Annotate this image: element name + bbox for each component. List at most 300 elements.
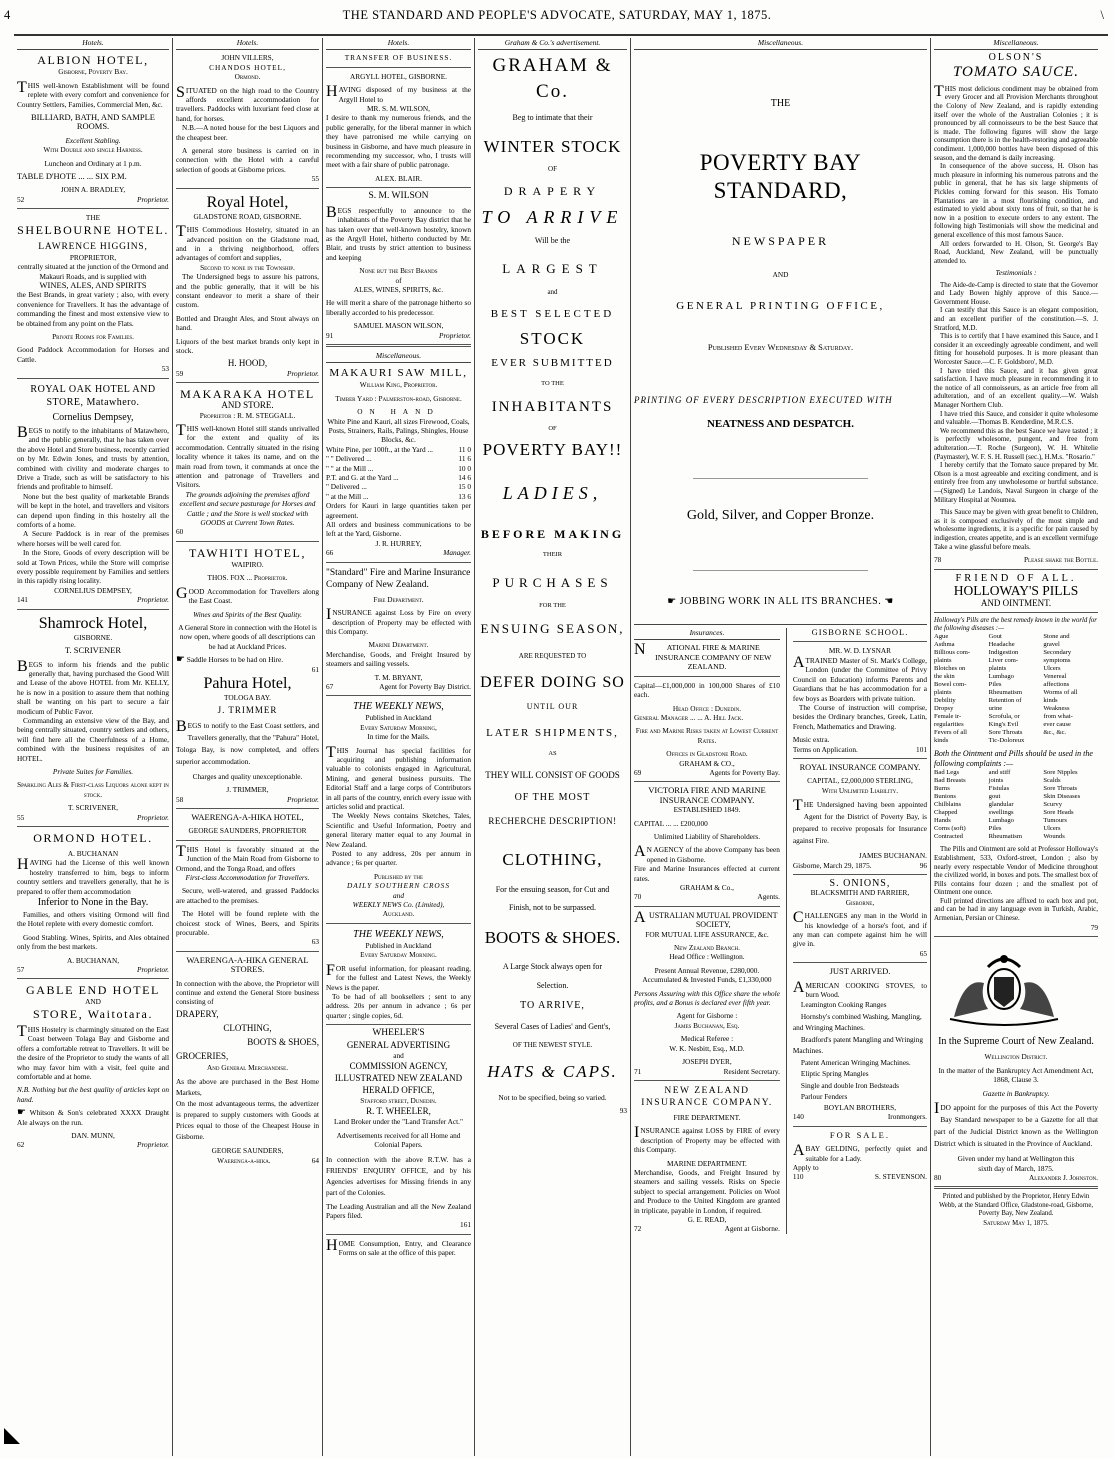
ad-line: NEATNESS AND DESPATCH. [706,417,854,430]
ad-role: Ironmongers. [887,1112,927,1122]
ad-line: Apply to [792,1162,819,1172]
graham-line: OF THE MOST [514,792,591,804]
diseases-table [934,633,1098,745]
ad-body: The Weekly News contains Sketches, Tales, Scientific and Useful Information, Poetry and general literary matter equal to any Journal in New Zealand. [326,811,471,849]
ad-line: Private Rooms for Families. [52,331,134,341]
ad-subtitle: STORE, Waitotara. [32,1006,154,1021]
ad-line: MARINE DEPARTMENT. [667,1158,747,1168]
ad-body: A Secure Paddock is in rear of the premises where horses will be well cared for. [17,529,169,548]
ad-place: Waerenga-a-hika. [217,1155,271,1165]
ad-line: and [393,1050,404,1060]
graham-line: Several Cases of Ladies' and Gent's, [494,1022,611,1032]
graham-line: CLOTHING, [502,850,603,870]
ad-signature: S. STEVENSON. [874,1172,927,1182]
ad-line: Published by the [373,871,424,881]
testimonials-list [934,281,1098,504]
table-cell: Sore Nipples [1043,769,1078,777]
graham-line: BEST SELECTED [490,308,615,321]
table-cell: and stiff [988,769,1011,777]
table-cell: Piles [988,825,1002,833]
graham-line: For the ensuing season, for Cut and [495,885,610,895]
ad-line: TABLE D'HOTE ... ... SIX P.M. [17,171,127,182]
ad-line: Gold, Silver, and Copper Bronze. [686,508,875,524]
ad-body: The grounds adjoining the premises afford excellent and secure pasturage for Horses and Cattle ; and the Store is well stocked with GOODS at Current Town Rates. [179,489,316,528]
table-cell: Sore Throats [988,729,1023,737]
price-row [326,473,471,482]
table-cell: Fevers of all [934,729,967,737]
testimonial: I have tried this Sauce, and it has given great satisfaction. I have much pleasure in recommending it to the notice of all connoisseurs, as an article free from all adulteration, and of an excellent quality.—W. Walsh Manager Northern Club. [934,366,1098,409]
ad-signature: DAN. MUNN, [71,1130,115,1140]
graham-line: HATS & CAPS. [487,1062,618,1082]
ad-line: New Zealand Branch. [674,943,740,953]
ad-number: 60 [176,527,184,537]
ad-name: Cornelius Dempsey, [52,411,134,423]
ad-body: Good Stabling. Wines, Spirits, and Ales obtained only from the best markets. [17,932,169,952]
ad-line: With Double and single Harness. [43,145,143,155]
ad-line: Terms on Application. [792,744,858,754]
insurance-subcolumn [634,628,780,1234]
ad-name: LAWRENCE HIGGINS, [38,241,148,252]
table-cell: plaints [934,689,952,697]
ad-line: THE [85,213,101,223]
price-row [326,445,471,454]
page-number: 4 [4,8,11,22]
ad-line: WINES, ALES, AND SPIRITS [39,279,147,290]
testimonial: I have tried this Sauce, and consider it quite wholesome and valuable.—Thomas B. Kenderdine, M.R.C.S. [934,409,1098,427]
ad-name: A. BUCHANAN [67,849,119,858]
table-cell: Ague [934,633,949,641]
ad-title: GABLE END HOTEL [26,983,160,998]
ad-line: Marine Department. [368,640,429,650]
ad-body: The Course of instruction will comprise, besides the Ordinary branches, Greek, Latin, French, Mathematics and Drawing. [792,702,927,731]
testimonial: I hereby certify that the Tomato sauce prepared by Mr. Olson is a most agreeable and exciting condiment, and is entirely free from any unwholesome or hurtful substance.—(Signed) Le Landois, Naval Surgeon in charge of the Military Hospital at Noumea. [934,461,1098,504]
ad-title: THE WEEKLY NEWS, [353,701,444,713]
graham-line: and [547,288,558,297]
ad-body: Land Broker under the "Land Transfer Act." [334,1117,463,1127]
ad-line: THE [770,98,791,110]
ad-body: The Hotel will be found replete with the choicest stock of Wines, Beers, and Spirits procurable. [176,909,319,938]
ad-number: 62 [17,1140,25,1150]
ad-number: 67 [326,681,334,691]
pointing-hand-icon: ☛ [17,1107,26,1119]
ad-signature: GEORGE SAUNDERS, [211,1146,284,1156]
section-heading: Hotels. [17,38,169,50]
ad-body: BEGS to inform his friends and the public generally that, having purchased the Good Will and Lease of the above HOTEL from Mr. KELLY, he is now in a position to assure them that nothing shall be wanting on his part to secure a fair modicum of Public Favor. [17,657,169,716]
ad-subtitle: William King, Proprietor. [359,380,438,390]
ad-subtitle: Gisborne, Poverty Bay. [58,67,128,77]
ad-number: 79 [1090,922,1098,932]
ad-title: MAKARAKA HOTEL [180,387,315,402]
ad-role: Proprietor. [287,368,319,378]
ad-signature: SAMUEL MASON WILSON, [353,321,444,331]
ad-title: THE WEEKLY NEWS, [353,928,444,940]
ad-line: FIRE DEPARTMENT. [673,1112,741,1122]
ad-number: 69 [634,767,642,777]
ad-signature: JOSEPH DYER, [682,1057,732,1067]
ad-line: ALES, WINES, SPIRITS, &c. [353,284,444,294]
ad-line: WEEKLY NEWS Co. (Limited), [352,900,445,910]
ad-body: In the matter of the Bankruptcy Act Amendment Act, 1868, Clause 3. [938,1065,1094,1085]
graham-line: OF [548,425,557,433]
section-heading: Miscellaneous. [634,38,927,50]
ad-signature: T. M. BRYANT, [374,672,423,682]
ad-signature: T. SCRIVENER, [68,803,118,813]
graham-line: INHABITANTS [491,399,614,416]
graham-line: BOOTS & SHOES. [484,928,621,948]
price-item: P.T. and G. at the Yard ... [326,473,399,483]
ad-line: and [393,890,404,900]
ad-body: centrally situated at the junction of the Ormond and Makauri Roads, and is supplied with [17,262,169,281]
ad-number: 96 [919,860,927,870]
ad-body: Fire and Marine Insurances effected at current rates. [634,864,780,883]
ad-signature: ALEX. BLAIR. [375,173,422,183]
ad-line: In time for the Mails. [367,732,430,742]
ad-body: ATRAINED Master of St. Mark's College, London (under the Committee of Privy Council on Education) informs Parents and Guardians that he has accommodation for a few boys as Boarders with private tuition. [792,653,927,703]
graham-line: Beg to intimate that their [512,113,593,123]
ad-body: A General Store in connection with the Hotel is now open, where goods of all descriptions can be had at Auckland Prices. [178,622,317,651]
table-cell: Chilblains [934,801,962,809]
ad-body: This Sauce may be given with great benefit to Children, as it is composed exclusively of the most simple and wholesome ingredients, it is a specific for pain caused by indigestion, creates appetite, and is an excellent vermifuge Take a wine glassful before meals. [934,508,1098,551]
table-cell: Retention of [988,697,1022,705]
graham-line: Selection. [536,981,569,991]
ad-role: Agent for Poverty Bay District. [379,681,471,691]
testimonial: I can testify that this Sauce is an elegant composition, and an excellent purifier of the constitution.—S. J. Stratford, M.D. [934,306,1098,332]
ad-subtitle: BLACKSMITH AND FARRIER, [810,888,910,898]
ad-body: To be had of all booksellers ; sent to any address. 20s per annum in advance ; 6s per quarter ; single copies, 6d. [326,991,471,1020]
graham-line: DRAPERY [503,184,602,199]
ad-number: 110 [792,1172,804,1182]
graham-line: OF [548,165,557,174]
ad-line: GROCERIES, [176,1050,229,1061]
ad-line: Testimonials : [995,268,1037,278]
ad-body: All orders forwarded to H. Olson, St. George's Bay Road, Auckland, New Zealand, will be punctually attended to. [934,239,1098,265]
ad-body: THIS Commodious Hostelry, situated in an advanced position on the Gladstone road, and in a thriving neighborhood, offers advantages of comfort and supplies, [176,223,319,263]
ad-signature: JOHN A. BRADLEY, [60,185,126,195]
table-cell: Rheumatism [988,833,1022,841]
ad-line: Fire and Marine Risks taken at Lowest Current Rates. [635,726,779,745]
table-cell: Billious com- [934,649,971,657]
ad-body: IDO appoint for the purposes of this Act the Poverty Bay Standard newspaper to be a Gazette for all that part of the Judicial District known as the Wellington District which is situated in the Province of Auckland. [934,1100,1098,1149]
graham-line: RECHERCHE DESCRIPTION! [488,816,617,827]
table-cell: Lumbago [988,673,1014,681]
graham-line: LADIES, [502,483,603,504]
table-cell: Scrofula, or [988,713,1020,721]
table-cell: Female ir- [934,713,962,721]
section-heading: Miscellaneous. [934,38,1098,50]
ad-number: 78 [934,555,942,565]
ad-body: BEGS to notify to the East Coast settlers, and Travellers generally, that the "Pahura" Hotel, Tologa Bay, is now completed, and offers superior accommodation. [176,717,319,766]
ad-line: GENERAL ADVERTISING [346,1039,451,1050]
complaints-table [934,769,1098,841]
table-cell: kinds [934,737,949,745]
ad-body: Bottled and Draught Ales, and Stout always on hand. [176,313,319,333]
table-cell: Scurvy [1043,801,1063,809]
ad-body: Secure, well-watered, and grassed Paddocks are attached to the premises. [176,886,319,905]
ad-body: On the most advantageous terms, the advertizer is prepared to supply customers with Goods at Prices equal to those of the Cheapest House in Gisborne. [176,1099,319,1142]
ad-body: THIS Hostelry is charmingly situated on the East Coast between Tolaga Bay and Gisborne and offers a comfortable retreat to Travellers. It will be the desire of the Proprietor to study the wants of all who may favor him with a visit, feel quite and comfortable and at home. [17,1022,169,1081]
ad-line: Excellent Stabling. [65,135,121,145]
ad-line: BILLIARD, BATH, AND SAMPLE ROOMS. [31,112,155,132]
ad-title: ALBION HOTEL, [37,53,149,68]
header-rule [14,34,1108,36]
price-value: 11 0 [458,444,471,454]
ad-body: N.B. Nothing but the best quality of articles kept on hand. [17,1085,169,1104]
imprint: Printed and published by the Proprietor, Henry Edwin Webb, at the Standard Office, Gladstone-road, Gisborne, Poverty Bay, New Zealand. [938,1193,1094,1218]
table-cell: Fistulas [988,785,1010,793]
ad-body: Merchandise, Goods, and Freight Insured by steamers and sailing vessels. [326,649,471,669]
ad-body: INSURANCE against LOSS by FIRE of every description of Property may be effected with this Company. [634,1124,780,1155]
ad-signature: GRAHAM & Co., [680,883,734,892]
table-cell: Dropsy [934,705,954,713]
graham-line: UNTIL OUR [526,702,579,712]
table-cell: Gout [988,633,1002,641]
margin-mark: \ [1100,8,1104,22]
table-cell: Asthma [934,641,955,649]
ad-line: General Manager ... ... A. Hill Jack. [634,712,744,722]
ad-subtitle: AND OINTMENT. [980,597,1052,608]
ad-body: HOME Consumption, Entry, and Clearance Forms on sale at the office of this paper. [326,1236,471,1258]
ad-number: 80 [934,1172,942,1182]
table-cell: Corns (soft) [934,825,966,833]
ad-line: Proprietor : R. M. STEGGALL. [199,410,296,420]
ad-line: Published in Auckland [365,713,432,723]
goods-item: Hornsby's combined Washing, Mangling, and Wringing Machines. [792,1011,922,1033]
ad-title: In the Supreme Court of New Zealand. [938,1036,1094,1048]
ad-title: POVERTY BAY STANDARD, [699,149,862,203]
table-cell: Skin Diseases [1043,793,1081,801]
price-row [326,482,471,491]
price-value: 13 6 [458,491,471,501]
ad-number: 53 [161,364,169,374]
ad-line: First-class Accommodation for Travellers. [185,873,310,882]
graham-line: A Large Stock always open for [502,962,603,972]
ad-line: PROPRIETOR, [69,252,117,262]
ad-line: AND [85,997,101,1007]
ad-number: 91 [326,330,334,340]
ad-subtitle: AND STORE. [221,400,274,411]
section-heading: Hotels. [176,38,319,50]
ad-body: In connection with the above R.T.W. has a FRIENDS' ENQUIRY OFFICE, and by his Agencies advertises for Missing friends in any part of the Colonies. [326,1154,471,1197]
table-cell: affections [1043,681,1070,689]
ad-body: The Undersigned begs to assure his patrons, and the public generally, that it will be his constant endeavor to merit a share of their custom. [176,272,319,310]
graham-line: EVER SUBMITTED [491,357,614,370]
graham-line: TO THE [541,380,564,388]
ad-title: S. ONIONS, [829,877,891,889]
graham-advert-lines [478,53,627,1105]
ad-signature: J. R. HURREY, [375,538,422,548]
ad-body: As the above are purchased in the Best Home Markets, [176,1077,319,1098]
ad-line-text: Saddle Horses to be had on Hire. [186,655,284,665]
ad-name: T. SCRIVENER [64,645,122,656]
ad-subtitle: TOMATO SAUCE. [952,63,1080,80]
two-column-area [634,624,927,1234]
page-corner-mark [4,1428,20,1444]
price-item: " " Delivered ... [326,454,372,464]
ad-body: Charges and quality unexceptionable. [192,771,303,781]
table-cell: Venereal [1043,673,1067,681]
goods-item: Eliptic Spring Mangles [800,1069,869,1079]
ad-number: 55 [17,812,25,822]
pointing-hand-icon: ☛ [176,654,185,666]
ad-role: Agents for Poverty Bay. [709,767,780,777]
goods-item: Leamington Cooking Ranges [800,1000,887,1010]
ad-number: 61 [311,664,319,674]
ad-line: Accumulated & Invested Funds, £1,330,000 [642,975,772,985]
ad-number: 57 [17,965,25,975]
ad-line: NEWSPAPER [731,233,830,248]
ad-line: Timber Yard : Palmerston-road, Gisborne. [335,393,462,403]
ad-body: Full printed directions are affixed to each box and pot, and can be had in any language even in Turkish, Arabic, Armenian, Persian or Chinese. [934,896,1098,923]
section-heading: Miscellaneous. [326,351,471,363]
ad-line: Wellington District. [984,1052,1048,1062]
ad-line: And General Merchandise. [206,1062,289,1072]
ad-body: N.B.—A noted house for the best Liquors and the cheapest beer. [176,123,319,142]
ad-body: AMERICAN COOKING STOVES, to burn Wood. [792,978,927,1000]
price-value: 11 6 [458,454,471,464]
ad-title: OLSON'S [988,52,1044,64]
ad-body: GOOD Accommodation for Travellers along the East Coast. [176,584,319,606]
graham-line: WINTER STOCK [483,137,622,157]
ad-body: In connection with the above, the Proprietor will continue and extend the General Store business consisting of [176,978,319,1007]
ad-body: White Pine and Kauri, all sizes Firewood, Coals, Posts, Strainers, Rails, Palings, Shingles, House Blocks, &c. [327,416,470,445]
ad-title: "Standard" Fire and Marine Insurance Company of New Zealand. [326,567,471,590]
ad-title: GISBORNE SCHOOL. [811,627,909,638]
ad-body: CHALLENGES any man in the World in his knowledge of a horse's foot, and if any man can compete against him he will give in. [792,909,927,949]
ad-role: Proprietor. [287,794,319,804]
ad-number: 55 [311,174,319,184]
graham-line: BEFORE MAKING [480,527,625,542]
ad-body: Capital—£1,000,000 in 100,000 Shares of £10 each. [634,680,780,700]
ad-body: THIS Journal has special facilities for acquiring and publishing information valuable to colonists engaged in Agricultural, Mining, and general business pursuits. The Editorial Staff and a large corps of Contributors in all parts of the country, enrich every issue with articles solid and practical. [326,743,471,811]
ad-line: CLOTHING, [223,1022,272,1033]
graham-line: STOCK [519,329,586,349]
ad-title: TAWHITI HOTEL, [188,545,307,560]
section-heading: Graham & Co.'s advertisement. [478,38,627,50]
ad-body: Given under my hand at Wellington this sixth day of March, 1875. [957,1154,1075,1173]
royal-coat-of-arms-icon [934,947,1074,1027]
ad-title: ROYAL OAK HOTEL AND STORE, Matawhero. [30,383,156,408]
ad-subtitle: TOLOGA BAY. [224,692,271,702]
column-misc-olson [931,38,1101,1456]
ad-body: BEGS to notify to the inhabitants of Matawhero, and the public generally, that he has taken over the above Hotel and Store business, recently carried on by Mr. Edwin Jones, and trusts by attention, combined with civility and moderate charges to Drive a Trade, such as will be satisfactory to his friends and profitable to himself. [17,423,169,492]
graham-line: PURCHASES [492,575,613,591]
table-cell: Contracted [934,833,963,841]
ad-line: Published Every Wednesday & Saturday. [707,342,854,353]
ad-body: The Leading Australian and all the New Zealand Papers filed. [326,1201,471,1220]
ad-signature: G. E. READ, [687,1214,727,1224]
price-list [326,445,471,501]
table-cell: joints [988,777,1004,785]
ad-line: THOS. FOX ... Proprietor. [207,573,288,583]
ad-role: Proprietor. [137,595,169,605]
ad-body: Holloway's Pills are the best remedy known in the world for the following diseases :— [934,617,1097,633]
table-cell: Tic-Doloreux [988,737,1025,745]
ad-title: FRIEND OF ALL. [955,572,1077,584]
ad-title: SHELBOURNE HOTEL. [17,222,169,237]
ad-title: NEW ZEALAND INSURANCE COMPANY. [641,1085,773,1108]
column-graham-advert [475,38,630,1456]
ad-body: Good Paddock Accommodation for Horses and Cattle. [17,345,169,364]
ad-line: ON HAND [357,407,440,417]
ad-title: CHANDOS HOTEL, [209,62,286,72]
table-cell: Ulcers [1043,665,1061,673]
ad-body: THIS well-known Establishment will be found replete with every comfort and convenience for Country Settlers, Families, Commercial Men, &c. [17,78,169,109]
goods-item: Patent American Wringing Machines. [800,1057,911,1067]
ad-title: ORMOND HOTEL. [33,831,153,845]
ad-body: THIS Hotel is favorably situated at the Junction of the Main Road from Gisborne to Ormond, and the Tonga Road, and offers [176,842,319,873]
table-cell: regularities [934,721,964,729]
ad-line: Auckland. [382,909,415,919]
ad-number: 101 [916,744,927,754]
ad-subtitle: GLADSTONE ROAD, GISBORNE. [193,211,302,221]
graham-line: DEFER DOING SO [480,674,625,692]
ad-title: Pahura Hotel, [203,674,292,692]
ad-subtitle: GISBORNE. [73,632,113,642]
ad-signature: GRAHAM & CO., [679,758,735,768]
ad-title: Royal Hotel, [206,193,289,211]
table-cell: plaints [934,657,952,665]
ad-body: BEGS respectfully to announce to the inhabitants of the Poverty Bay district that he has taken over that well-known hostelry, known as the Argyll Hotel, hitherto conducted by Mr. Blair, and trusts by strict attention to business and keeping [326,203,471,262]
ad-number: 64 [311,1155,319,1165]
table-cell: Hands [934,817,951,825]
ad-line: GEORGE SAUNDERS, PROPRIETOR [188,826,307,836]
table-cell: Debility [934,697,956,705]
ad-title: WHEELER'S [372,1028,425,1039]
table-cell: urine [988,705,1003,713]
ad-name: MR. W. D. LYSNAR [828,646,892,656]
table-cell: from what- [1043,713,1073,721]
ad-body: All orders and business communications to be left at the Yard, Gisborne. [326,520,471,539]
ad-line: Head Office : Dunedin. [672,703,742,713]
ad-body: Advertisements received for all Home and Colonial Papers. [336,1130,461,1150]
ad-name: JOHN VILLERS, [221,53,274,63]
ad-title: WAERENGA-A-HIKA GENERAL STORES. [186,954,309,975]
ad-name: J. TRIMMER [217,705,278,716]
ad-body: THIS most delicious condiment may be obtained from every Grocer and all Provision Merchants throughout the Colony of New Zealand, and is rapidly extending itself over the whole of the Australian Colonies ; it is pronounced by all connoisseurs to be the best Sauce that is made. The following figures will show the large consumption there is in the health-restoring and agreeable condiment. 1,000,000 bottles have been disposed of this season, and the demand is daily increasing. [934,82,1098,162]
table-cell: Stone and [1043,633,1070,641]
ad-title: JUST ARRIVED. [829,966,891,977]
ad-body: A general store business is carried on in connection with the Hotel with a careful selection of goods at Gisborne prices. [176,146,319,174]
ad-line: Gazette in Bankruptcy. [982,1088,1050,1098]
ad-title: TRANSFER OF BUSINESS. [344,53,453,63]
ad-line: CAPITAL, £2,000,000 STERLING, [807,776,913,786]
table-cell: Bad Breasts [934,777,966,785]
ad-line: Please shake the Bottle. [1024,555,1098,565]
ad-title: S. M. WILSON [368,191,429,202]
table-cell: plaints [988,665,1007,673]
ad-body: Posted to any address, 20s per annum in advance ; 6s per quarter. [326,849,471,868]
ad-line: Fire Department. [373,594,424,604]
ad-body: HAVING disposed of my business at the Argyll Hotel to [326,83,471,104]
table-cell: Headache [988,641,1015,649]
ad-line: James Buchanan, Esq. [674,1020,740,1030]
table-cell: &c., &c. [1043,729,1067,737]
ad-line: Medical Referee : [680,1034,734,1044]
ad-number: 52 [17,194,25,204]
graham-line: THEY WILL CONSIST OF GOODS [485,770,620,781]
graham-line: ENSUING SEASON, [480,621,625,637]
price-item: " at the Mill ... [326,491,369,501]
ad-line: Agent for Gisborne : [676,1011,738,1021]
ad-line: Every Saturday Morning, [360,722,437,732]
ad-line: Published in Auckland [365,940,432,950]
table-cell: gravel [1043,641,1060,649]
ad-role: Agents. [757,892,780,902]
ad-line: Luncheon and Ordinary at 1 p.m. [44,158,142,168]
graham-line: THEIR [542,551,563,559]
ad-body: HAVING had the License of this well known hostelry transferred to him, begs to inform country settlers and travellers generally, that he is prepared to offer them accommodation [17,856,169,896]
ad-line: AND [772,270,789,280]
